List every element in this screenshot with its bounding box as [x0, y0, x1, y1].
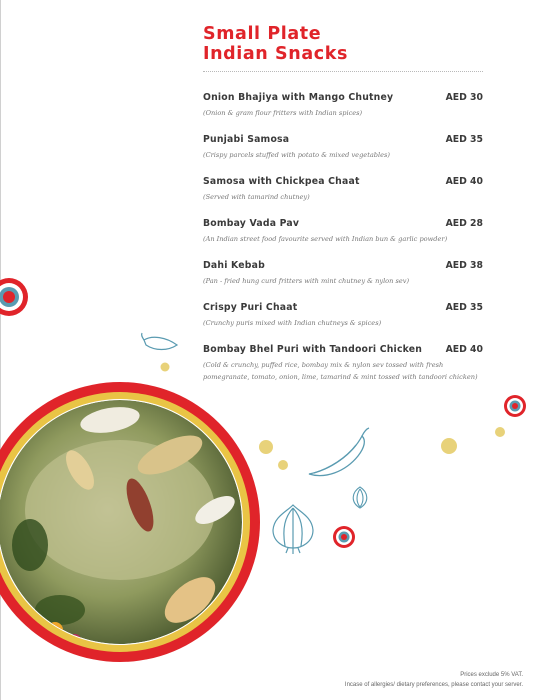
chili-icon — [142, 333, 177, 350]
chili-icon — [309, 428, 369, 476]
item-description: (Onion & gram flour fritters with Indian spices) — [203, 109, 363, 117]
item-price: AED 35 — [445, 302, 483, 313]
item-description: (Crispy parcels stuffed with potato & mixed vegetables) — [203, 151, 390, 159]
menu-item — [203, 92, 483, 119]
menu-item — [203, 134, 483, 161]
menu-item — [203, 218, 483, 245]
vat-note: Prices exclude 5% VAT. — [460, 672, 523, 678]
dot — [495, 427, 505, 437]
dot — [278, 460, 288, 470]
onion-icon — [273, 505, 313, 554]
title-divider — [203, 71, 483, 72]
item-name: Samosa with Chickpea Chaat — [203, 176, 360, 187]
item-description: (An Indian street food favourite served with Indian bun & garlic powder) — [203, 235, 448, 243]
menu-list — [203, 92, 483, 398]
onion-icon — [353, 487, 367, 508]
item-description: (Served with tamarind chutney) — [203, 193, 310, 201]
target-icon — [504, 395, 526, 417]
dot — [259, 440, 273, 454]
allergy-note: Incase of allergies/ dietary preferences, please contact your server. — [344, 682, 523, 688]
title-line-2: Indian Snacks — [203, 44, 348, 64]
dot — [441, 438, 457, 454]
item-description: (Pan - fried hung curd fritters with mint chutney & nylon sev) — [203, 277, 410, 285]
item-name: Onion Bhajiya with Mango Chutney — [203, 92, 394, 103]
item-name: Punjabi Samosa — [203, 134, 290, 145]
item-name: Bombay Bhel Puri with Tandoori Chicken — [203, 344, 423, 355]
menu-item — [203, 302, 483, 329]
item-price: AED 28 — [445, 218, 483, 229]
item-description: (Cold & crunchy, puffed rice, bombay mix & nylon sev tossed with fresh pomegranate, tomato, onion, lime, tamarind & mint tossed with tandoori chicken) — [203, 361, 478, 381]
dot — [161, 363, 170, 372]
item-price: AED 40 — [445, 344, 483, 355]
page-title — [203, 24, 348, 64]
target-icon — [0, 278, 28, 316]
item-price: AED 35 — [445, 134, 483, 145]
menu-item — [203, 260, 483, 287]
target-icon — [333, 526, 355, 548]
title-line-1: Small Plate — [203, 24, 322, 44]
food-photo — [0, 382, 260, 662]
footer-note — [345, 670, 523, 690]
menu-item — [203, 176, 483, 203]
item-name: Dahi Kebab — [203, 260, 265, 271]
item-name: Bombay Vada Pav — [203, 218, 300, 229]
item-price: AED 40 — [445, 176, 483, 187]
item-description: (Crunchy puris mixed with Indian chutneys & spices) — [203, 319, 382, 327]
item-price: AED 30 — [445, 92, 483, 103]
menu-item — [203, 344, 483, 383]
item-name: Crispy Puri Chaat — [203, 302, 298, 313]
item-price: AED 38 — [445, 260, 483, 271]
